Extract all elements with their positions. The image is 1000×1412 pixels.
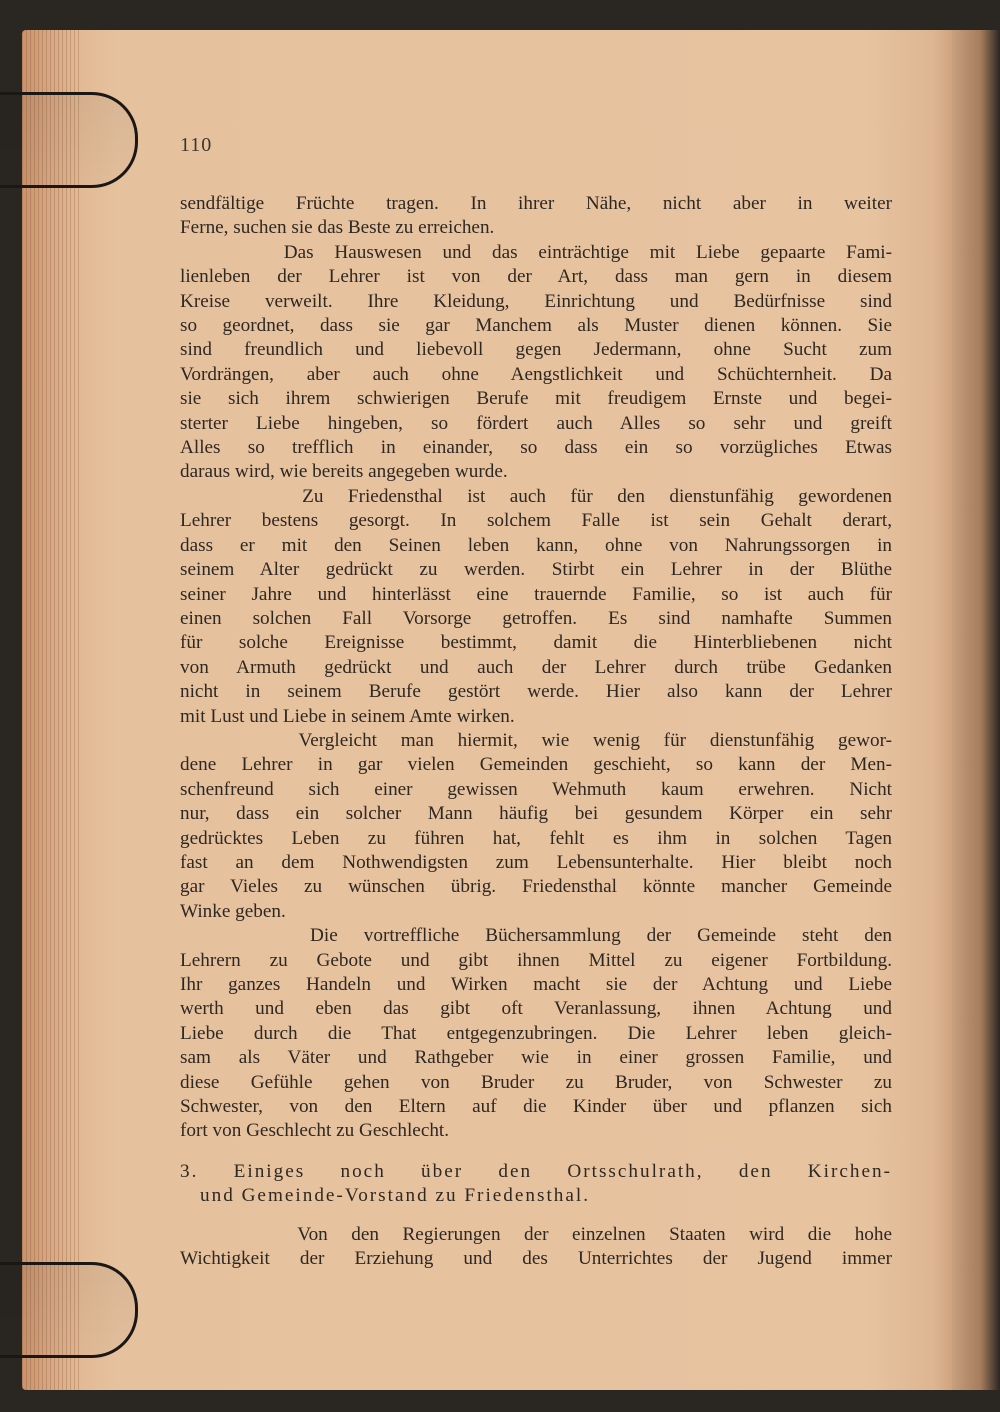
- text-line: lienleben der Lehrer ist von der Art, dass man gern in diesem: [180, 266, 892, 288]
- text-line: sendfältige Früchte tragen. In ihrer Nähe, nicht aber in weiter: [180, 193, 892, 214]
- paragraph-lines: [180, 192, 892, 1144]
- text-line: dene Lehrer in gar vielen Gemeinden geschieht, so kann der Men-: [180, 754, 892, 776]
- text-line: mit Lust und Liebe in seinem Amte wirken.: [180, 705, 515, 727]
- text-line: seinem Alter gedrückt zu werden. Stirbt ein Lehrer in der Blüthe: [180, 559, 892, 581]
- page-edge-shadow: [952, 30, 1000, 1390]
- body-text: [180, 192, 892, 1271]
- text-line: schenfreund sich einer gewissen Wehmuth kaum erwehren. Nicht: [180, 778, 892, 800]
- text-line: nicht in seinem Berufe gestört werde. Hier also kann der Lehrer: [180, 681, 892, 703]
- text-line: sterter Liebe hingeben, so fördert auch Alles so sehr und greift: [180, 412, 892, 434]
- text-line: fast an dem Nothwendigsten zum Lebensunterhalte. Hier bleibt noch: [180, 851, 892, 873]
- closing-paragraph: [180, 1223, 892, 1272]
- text-line: Wichtigkeit der Erziehung und des Unterrichtes der Jugend immer: [180, 1248, 892, 1270]
- text-line: Die vortreffliche Büchersammlung der Gemeinde steht den: [180, 925, 892, 947]
- text-line: fort von Geschlecht zu Geschlecht.: [180, 1120, 450, 1142]
- text-line: so geordnet, dass sie gar Manchem als Muster dienen können. Sie: [180, 315, 892, 337]
- section-heading-line-2: und Gemeinde-Vorstand zu Friedensthal.: [200, 1185, 591, 1207]
- text-line: einen solchen Fall Vorsorge getroffen. Es sind namhafte Summen: [180, 607, 892, 629]
- spacer: [180, 1209, 892, 1223]
- text-line: seiner Jahre und hinterlässt eine trauernde Familie, so ist auch für: [180, 583, 892, 605]
- text-line: nur, dass ein solcher Mann häufig bei gesundem Körper ein sehr: [180, 803, 892, 825]
- text-line: Ferne, suchen sie das Beste zu erreichen.: [180, 217, 495, 239]
- text-line: Von den Regierungen der einzelnen Staaten wird die hohe: [180, 1223, 892, 1245]
- text-line: daraus wird, wie bereits angegeben wurde.: [180, 461, 508, 483]
- binder-clip-bottom: [0, 1262, 138, 1358]
- page-number: 110: [180, 134, 213, 156]
- text-line: Liebe durch die That entgegenzubringen. Die Lehrer leben gleich-: [180, 1022, 892, 1044]
- text-line: Zu Friedensthal ist auch für den dienstunfähig gewordenen: [180, 485, 892, 507]
- section-heading-line-1: 3. Einiges noch über den Ortsschulrath, den Kirchen-: [180, 1160, 892, 1182]
- text-line: Winke geben.: [180, 900, 286, 922]
- text-line: dass er mit den Seinen leben kann, ohne von Nahrungssorgen in: [180, 534, 892, 556]
- text-line: Vordrängen, aber auch ohne Aengstlichkeit und Schüchternheit. Da: [180, 363, 892, 385]
- text-line: Kreise verweilt. Ihre Kleidung, Einrichtung und Bedürfnisse sind: [180, 290, 892, 312]
- text-line: Ihr ganzes Handeln und Wirken macht sie der Achtung und Liebe: [180, 974, 892, 995]
- text-line: werth und eben das gibt oft Veranlassung, ihnen Achtung und: [180, 998, 892, 1020]
- text-line: sam als Väter und Rathgeber wie in einer grossen Familie, und: [180, 1047, 892, 1069]
- text-line: für solche Ereignisse bestimmt, damit die Hinterbliebenen nicht: [180, 632, 892, 654]
- text-line: sind freundlich und liebevoll gegen Jedermann, ohne Sucht zum: [180, 339, 892, 361]
- text-line: gar Vieles zu wünschen übrig. Friedensthal könnte mancher Gemeinde: [180, 876, 892, 898]
- text-line: Das Hauswesen und das einträchtige mit Liebe gepaarte Fami-: [180, 241, 892, 263]
- text-line: sie sich ihrem schwierigen Berufe mit freudigem Ernste und begei-: [180, 388, 892, 410]
- text-line: Vergleicht man hiermit, wie wenig für dienstunfähig gewor-: [180, 729, 892, 751]
- text-line: Lehrern zu Gebote und gibt ihnen Mittel zu eigener Fortbildung.: [180, 949, 892, 971]
- binder-clip-top: [0, 92, 138, 188]
- text-line: diese Gefühle gehen von Bruder zu Bruder, von Schwester zu: [180, 1071, 892, 1093]
- text-line: Lehrer bestens gesorgt. In solchem Falle ist sein Gehalt derart,: [180, 510, 892, 532]
- section-heading: [180, 1160, 892, 1209]
- text-line: Alles so trefflich in einander, so dass ein so vorzügliches Etwas: [180, 437, 892, 459]
- text-line: gedrücktes Leben zu führen hat, fehlt es ihm in solchen Tagen: [180, 827, 892, 849]
- text-line: Schwester, von den Eltern auf die Kinder über und pflanzen sich: [180, 1096, 892, 1118]
- text-line: von Armuth gedrückt und auch der Lehrer durch trübe Gedanken: [180, 656, 892, 678]
